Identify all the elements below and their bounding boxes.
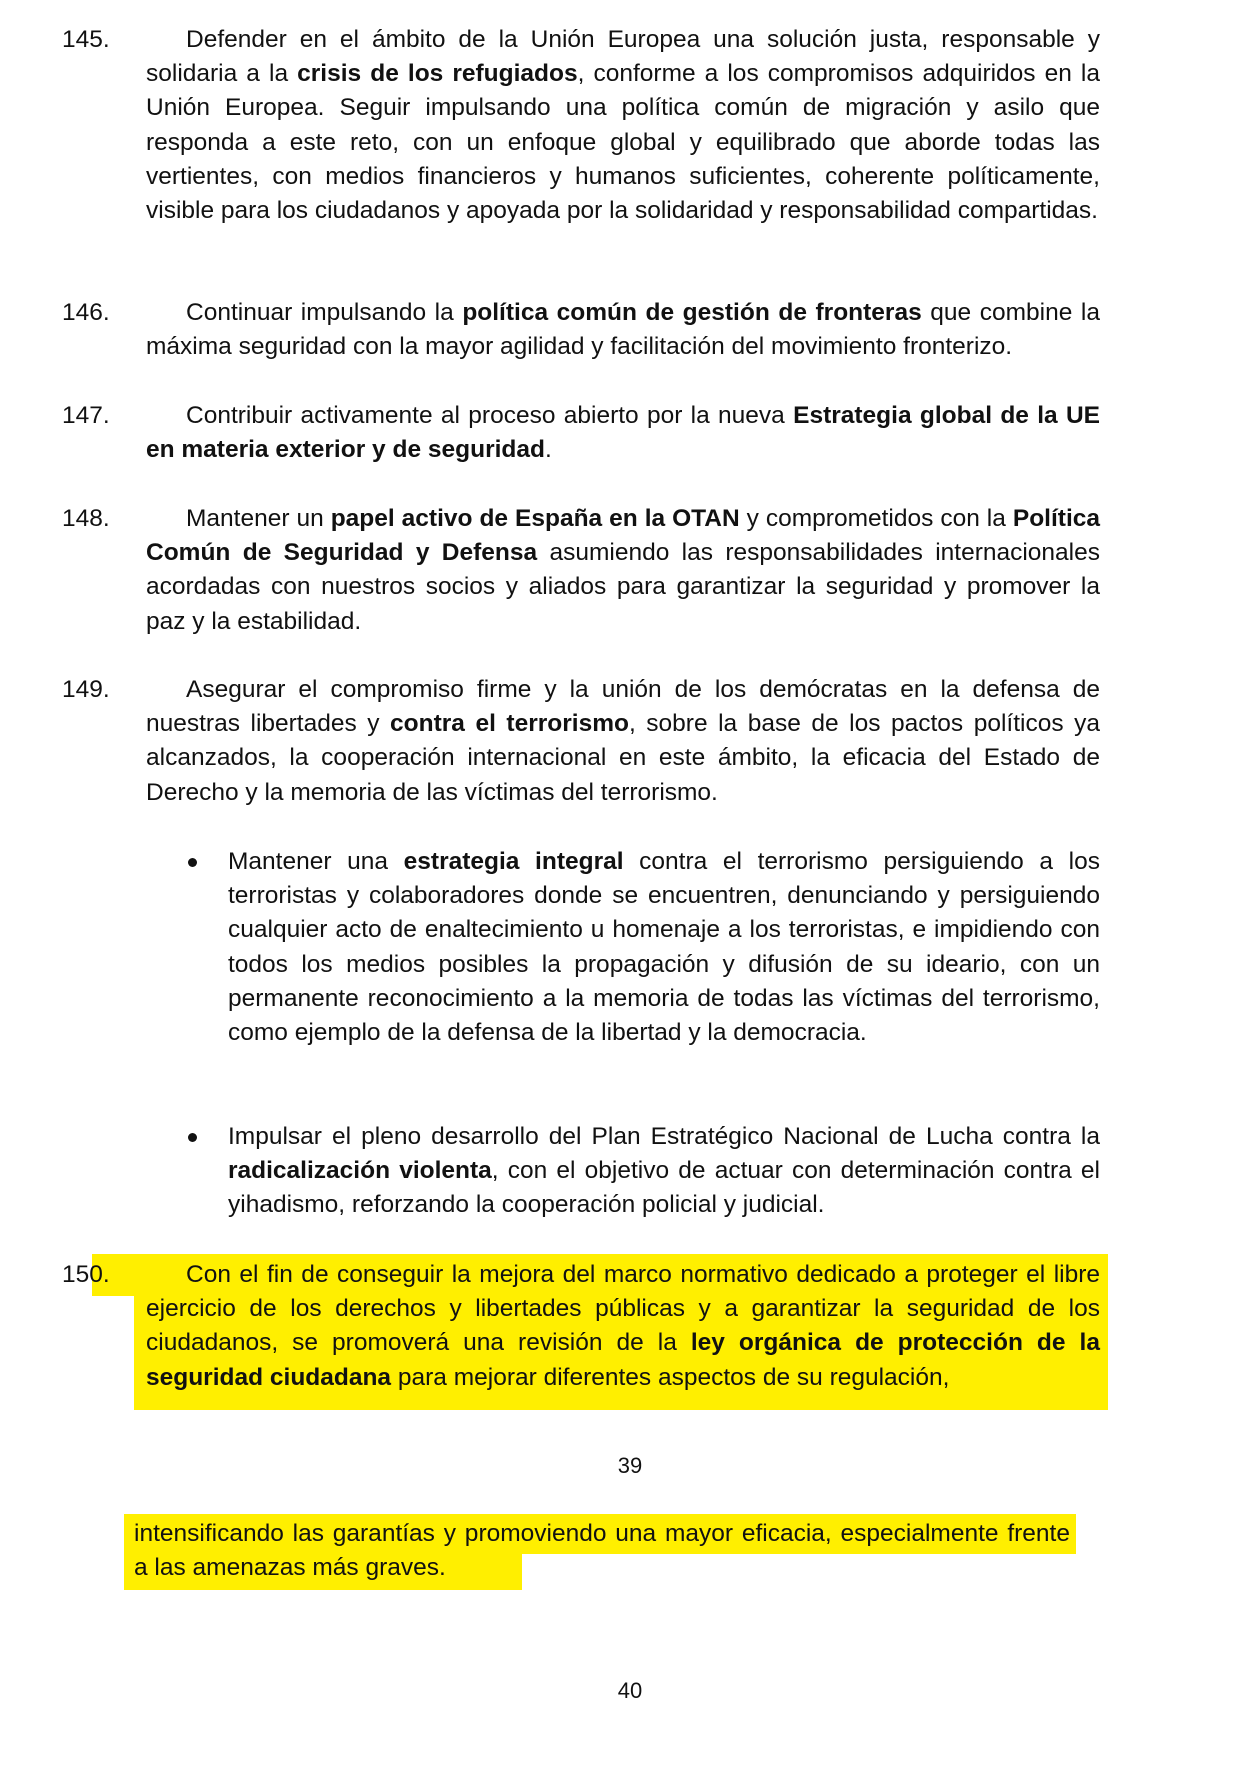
item-number: 148. xyxy=(62,505,110,532)
list-item-148: 148. Mantener un papel activo de España en la OTAN y comprometidos con la Política Común de Seguridad y Defensa asumiendo las responsabilidades internacionales acordadas con nuestros socios y aliados para garantizar la seguridad y promover la paz y la estabilidad. xyxy=(104,502,1100,639)
bold-term: papel activo de España en la OTAN xyxy=(330,505,740,532)
list-item-145: 145. Defender en el ámbito de la Unión Europea una solución justa, responsable y solidaria a la crisis de los refugiados, conforme a los compromisos adquiridos en la Unión Europea. Seguir impulsando una política común de migración y asilo que responda a este reto, con un enfoque global y equilibrado que aborde todas las vertientes, con medios financieros y humanos suficientes, coherente políticamente, visible para los ciudadanos y apoyada por la solidaridad y responsabilidad compartidas. xyxy=(104,23,1100,228)
list-item-149: 149. Asegurar el compromiso firme y la unión de los demócratas en la defensa de nuestras libertades y contra el terrorismo, sobre la base de los pactos políticos ya alcanzados, la cooperación internacional en este ámbito, la eficacia del Estado de Derecho y la memoria de las víctimas del terrorismo. xyxy=(104,673,1100,810)
list-item-146: 146. Continuar impulsando la política común de gestión de fronteras que combine la máxima seguridad con la mayor agilidad y facilitación del movimiento fronterizo. xyxy=(104,296,1100,364)
bold-term: ley orgánica de protección de la seguridad ciudadana xyxy=(146,1329,1100,1391)
continuation-text: intensificando las garantías y promoviendo una mayor eficacia, especialmente frente a las amenazas más graves. xyxy=(134,1520,1070,1582)
item-number: 150. xyxy=(62,1261,110,1288)
page-number-39: 39 xyxy=(617,1453,643,1478)
bullet-item-2: Impulsar el pleno desarrollo del Plan Estratégico Nacional de Lucha contra la radicalización violenta, con el objetivo de actuar con determinación contra el yihadismo, reforzando la cooperación policial y judicial. xyxy=(188,1120,1100,1223)
bold-term: Política Común de Seguridad y Defensa xyxy=(146,505,1100,567)
item-number: 146. xyxy=(62,299,110,326)
list-item-150: 150. Con el fin de conseguir la mejora del marco normativo dedicado a proteger el libre ejercicio de los derechos y libertades públicas y a garantizar la seguridad de los ciudadanos, se promoverá una revisión de la ley orgánica de protección de la seguridad ciudadana para mejorar diferentes aspectos de su regulación, xyxy=(104,1258,1100,1395)
item-number: 149. xyxy=(62,676,110,703)
bold-term: Estrategia global de la UE en materia exterior y de seguridad xyxy=(146,402,1100,464)
bullet-dot-icon xyxy=(188,858,197,867)
bold-term: contra el terrorismo xyxy=(390,710,629,738)
bullet-dot-icon xyxy=(188,1133,197,1142)
bold-term: radicalización violenta xyxy=(228,1157,492,1185)
bold-term: política común de gestión de fronteras xyxy=(462,299,922,326)
item-number: 145. xyxy=(62,26,110,53)
bullet-item-1: Mantener una estrategia integral contra el terrorismo persiguiendo a los terroristas y colaboradores donde se encuentren, denunciando y persiguiendo cualquier acto de enaltecimiento u homenaje a los terroristas, e impidiendo con todos los medios posibles la propagación y difusión de su ideario, con un permanente reconocimiento a la memoria de todas las víctimas del terrorismo, como ejemplo de la defensa de la libertad y la democracia. xyxy=(188,845,1100,1050)
bold-term: estrategia integral xyxy=(403,848,624,875)
bold-term: crisis de los refugiados xyxy=(297,60,578,88)
list-item-147: 147. Contribuir activamente al proceso abierto por la nueva Estrategia global de la UE en materia exterior y de seguridad. xyxy=(104,399,1100,467)
page-number-40: 40 xyxy=(617,1678,643,1703)
item-number: 147. xyxy=(62,402,110,429)
